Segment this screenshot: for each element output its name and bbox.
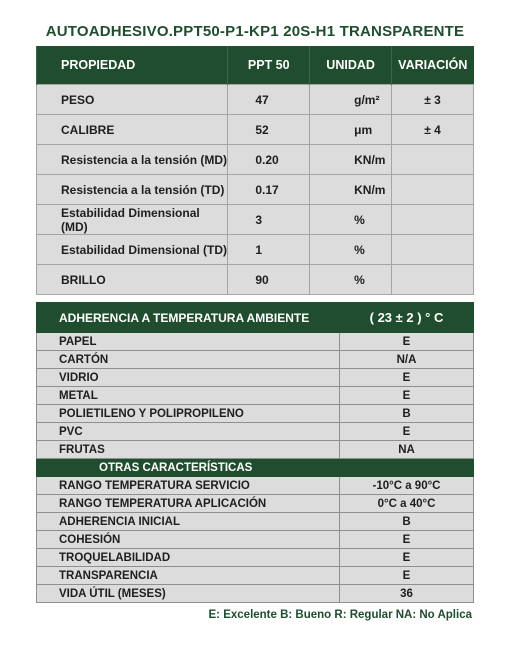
properties-header-row [37, 46, 474, 85]
characteristic-name: TRANSPARENCIA [37, 567, 340, 585]
table-row [37, 175, 474, 205]
characteristic-name: ADHERENCIA INICIAL [37, 513, 340, 531]
table-row [37, 369, 474, 387]
characteristic-value: E [340, 531, 474, 549]
property-unit: KN/m [310, 145, 392, 175]
property-variation [392, 145, 474, 175]
surface-rating: N/A [340, 351, 474, 369]
header-ppt50: PPT 50 [228, 46, 310, 85]
table-row [37, 265, 474, 295]
adhesion-header-label: ADHERENCIA A TEMPERATURA AMBIENTE [37, 303, 340, 333]
property-name: Resistencia a la tensión (MD) [37, 145, 228, 175]
surface-rating: E [340, 369, 474, 387]
document-title: AUTOADHESIVO.PPT50-P1-KP1 20S-H1 TRANSPARENTE [45, 23, 465, 40]
header-variacion: VARIACIÓN [392, 46, 474, 85]
property-variation [392, 175, 474, 205]
characteristic-name: RANGO TEMPERATURA SERVICIO [37, 477, 340, 495]
property-name: CALIBRE [37, 115, 228, 145]
property-name: Resistencia a la tensión (TD) [37, 175, 228, 205]
surface-rating: B [340, 405, 474, 423]
characteristic-value: E [340, 567, 474, 585]
property-unit: % [310, 235, 392, 265]
characteristic-value: -10°C a 90°C [340, 477, 474, 495]
characteristic-value: B [340, 513, 474, 531]
property-value: 1 [228, 235, 310, 265]
surface-name: VIDRIO [37, 369, 340, 387]
characteristic-name: VIDA ÚTIL (MESES) [37, 585, 340, 603]
property-unit: g/m² [310, 85, 392, 115]
table-row [37, 205, 474, 235]
characteristic-name: RANGO TEMPERATURA APLICACIÓN [37, 495, 340, 513]
property-value: 0.17 [228, 175, 310, 205]
table-row [37, 333, 474, 351]
property-unit: μm [310, 115, 392, 145]
characteristic-value: 0°C a 40°C [340, 495, 474, 513]
property-name: Estabilidad Dimensional (TD) [37, 235, 228, 265]
rating-legend: E: Excelente B: Bueno R: Regular NA: No Aplica [208, 609, 472, 621]
property-unit: % [310, 205, 392, 235]
table-row [37, 405, 474, 423]
table-row [37, 145, 474, 175]
property-unit: % [310, 265, 392, 295]
table-row [37, 441, 474, 459]
table-row [37, 235, 474, 265]
table-row [37, 387, 474, 405]
table-row [37, 549, 474, 567]
property-value: 47 [228, 85, 310, 115]
table-row [37, 567, 474, 585]
adhesion-header-row [37, 303, 474, 333]
section-blank [340, 459, 474, 477]
properties-table [36, 46, 474, 295]
table-row [37, 85, 474, 115]
property-variation [392, 265, 474, 295]
property-value: 3 [228, 205, 310, 235]
header-unidad: UNIDAD [310, 46, 392, 85]
property-name: PESO [37, 85, 228, 115]
surface-name: PVC [37, 423, 340, 441]
header-propiedad: PROPIEDAD [37, 46, 228, 85]
property-value: 90 [228, 265, 310, 295]
property-variation: ± 4 [392, 115, 474, 145]
surface-rating: E [340, 423, 474, 441]
property-value: 0.20 [228, 145, 310, 175]
section-title: OTRAS CARACTERÍSTICAS [37, 459, 340, 477]
characteristic-value: 36 [340, 585, 474, 603]
property-variation [392, 235, 474, 265]
table-row [37, 585, 474, 603]
table-row [37, 513, 474, 531]
adhesion-table [36, 302, 474, 603]
table-row [37, 495, 474, 513]
table-row [37, 477, 474, 495]
property-name: Estabilidad Dimensional (MD) [37, 205, 228, 235]
property-unit: KN/m [310, 175, 392, 205]
surface-name: FRUTAS [37, 441, 340, 459]
property-name: BRILLO [37, 265, 228, 295]
property-variation: ± 3 [392, 85, 474, 115]
adhesion-header-temperature: ( 23 ± 2 ) ° C [340, 303, 474, 333]
table-row [37, 531, 474, 549]
surface-rating: E [340, 387, 474, 405]
table-row [37, 351, 474, 369]
surface-name: METAL [37, 387, 340, 405]
surface-rating: NA [340, 441, 474, 459]
table-row [37, 115, 474, 145]
characteristic-value: E [340, 549, 474, 567]
characteristic-name: COHESIÓN [37, 531, 340, 549]
surface-rating: E [340, 333, 474, 351]
table-row [37, 423, 474, 441]
other-characteristics-header [37, 459, 474, 477]
surface-name: PAPEL [37, 333, 340, 351]
property-value: 52 [228, 115, 310, 145]
surface-name: POLIETILENO Y POLIPROPILENO [37, 405, 340, 423]
surface-name: CARTÓN [37, 351, 340, 369]
property-variation [392, 205, 474, 235]
characteristic-name: TROQUELABILIDAD [37, 549, 340, 567]
